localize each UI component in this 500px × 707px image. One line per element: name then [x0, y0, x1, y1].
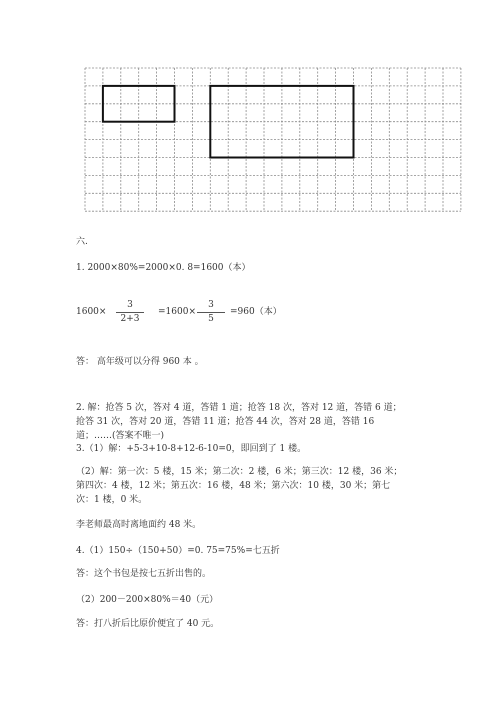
- q1-answer: 答： 高年级可以分得 960 本 。: [76, 357, 204, 367]
- q2-line1: 2. 解：抢答 5 次，答对 4 道，答错 1 道；抢答 18 次，答对 12 道，答错 6 道；: [76, 403, 402, 413]
- q1-calc-mid: =1600×: [158, 307, 196, 317]
- q3-conclusion: 李老师最高时离地面约 48 米。: [76, 520, 202, 530]
- q4-part2: （2）200－200×80%＝40（元）: [76, 595, 219, 605]
- q1-line1: 1. 2000×80%=2000×0. 8=1600（本）: [76, 263, 251, 273]
- q1-fraction-1-bar: [116, 312, 144, 313]
- q1-calc-prefix: 1600×: [76, 307, 107, 317]
- q3-part2-line3: 次：1 楼，0 米。: [76, 495, 148, 505]
- q1-fraction-2: [191, 300, 231, 325]
- q1-fraction-1-denominator: 2+3: [120, 314, 140, 324]
- q3-part2-line2: 第四次：4 楼，12 米；第五次：16 楼，48 米；第六次：10 楼，30 米；第七: [76, 481, 391, 491]
- q1-fraction-1: [110, 300, 150, 325]
- q4-answer1: 答：这个书包是按七五折出售的。: [76, 569, 212, 579]
- grid-figure: [0, 0, 500, 215]
- q3-line1: 3.（1）解：+5-3+10-8+12-6-10=0，即回到了 1 楼。: [76, 444, 307, 454]
- q1-fraction-2-bar: [197, 312, 225, 313]
- q2-line3: 道；……(答案不唯一): [76, 431, 165, 441]
- section-label: 六.: [76, 237, 88, 247]
- q4-answer2: 答：打八折后比原价便宜了 40 元。: [76, 619, 220, 629]
- q1-fraction-2-numerator: 3: [208, 300, 214, 310]
- q1-calc-result: =960（本）: [230, 307, 282, 317]
- q2-line2: 抢答 31 次，答对 20 道，答错 11 道；抢答 44 次，答对 28 道，答错 16: [76, 417, 375, 427]
- q1-fraction-1-numerator: 3: [127, 300, 133, 310]
- q3-part2-line1: （2）解：第一次：5 楼，15 米；第二次：2 楼，6 米；第三次：12 楼，36 米；: [76, 467, 403, 477]
- q4-line1: 4.（1）150÷（150+50）=0. 75=75%=七五折: [76, 546, 280, 556]
- q1-fraction-2-denominator: 5: [208, 314, 214, 324]
